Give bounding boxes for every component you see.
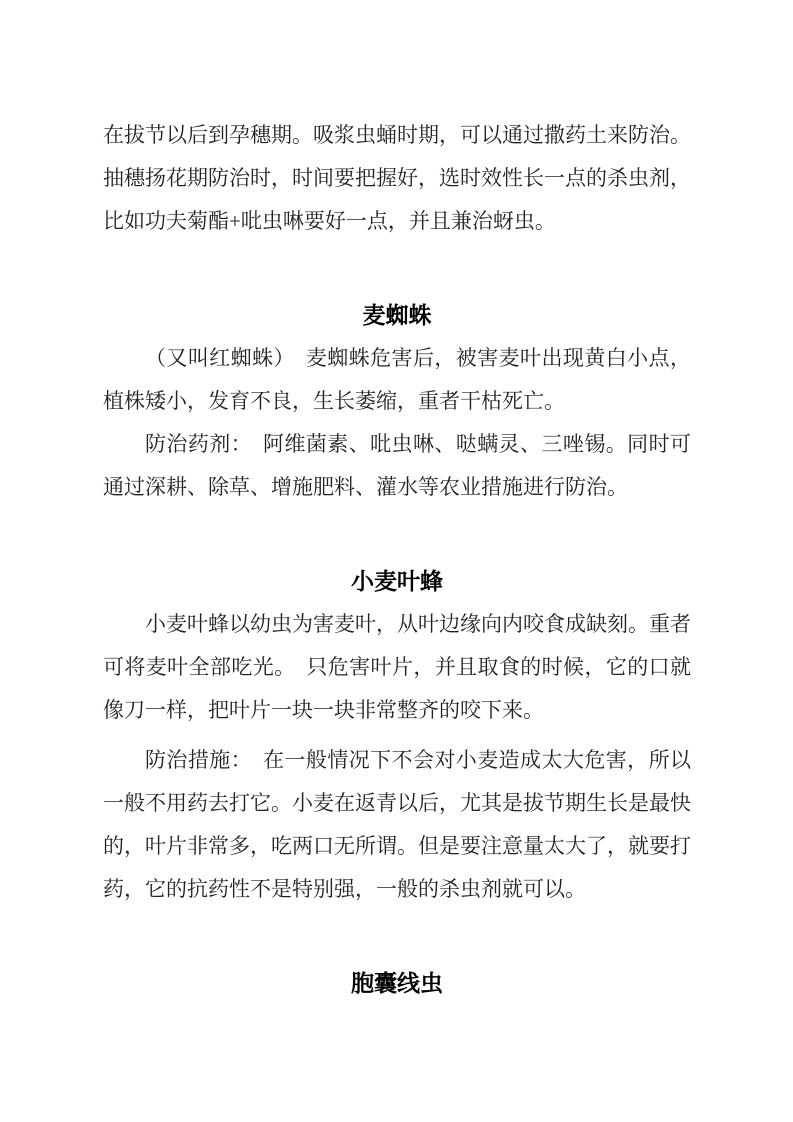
paragraph-suckfly-control: 在拔节以后到孕穗期。吸浆虫蛹时期，可以通过撒药土来防治。抽穗扬花期防治时，时间要把握好，选时效性长一点的杀虫剂，比如功夫菊酯+吡虫啉要好一点，并且兼治蚜虫。 <box>103 123 691 233</box>
section-heading-wheat-mite: 麦蜘蛛 <box>362 302 432 328</box>
paragraph-wheat-mite-treatment: 防治药剂： 阿维菌素、吡虫啉、哒螨灵、三唑锡。同时可通过深耕、除草、增施肥料、灌水等农业措施进行防治。 <box>103 432 691 499</box>
document-content <box>103 114 691 1005</box>
section-heading-wheat-sawfly: 小麦叶蜂 <box>351 568 443 594</box>
paragraph-wheat-sawfly-damage: 小麦叶蜂以幼虫为害麦叶，从叶边缘向内咬食成缺刻。重者可将麦叶全部吃光。 只危害叶片，并且取食的时候，它的口就像刀一样，把叶片一块一块非常整齐的咬下来。 <box>103 612 691 722</box>
paragraph-wheat-sawfly-control: 防治措施： 在一般情况下不会对小麦造成太大危害，所以一般不用药去打它。小麦在返青以后，尤其是拔节期生长是最快的，叶片非常多，吃两口无所谓。但是要注意量太大了，就要打药，它的抗药性不是特别强，一般的杀虫剂就可以。 <box>103 748 691 901</box>
section-heading-cyst-nematode: 胞囊线虫 <box>351 970 443 996</box>
paragraph-wheat-mite-damage: （又叫红蜘蛛） 麦蜘蛛危害后，被害麦叶出现黄白小点，植株矮小，发育不良，生长萎缩，重者干枯死亡。 <box>103 346 691 413</box>
